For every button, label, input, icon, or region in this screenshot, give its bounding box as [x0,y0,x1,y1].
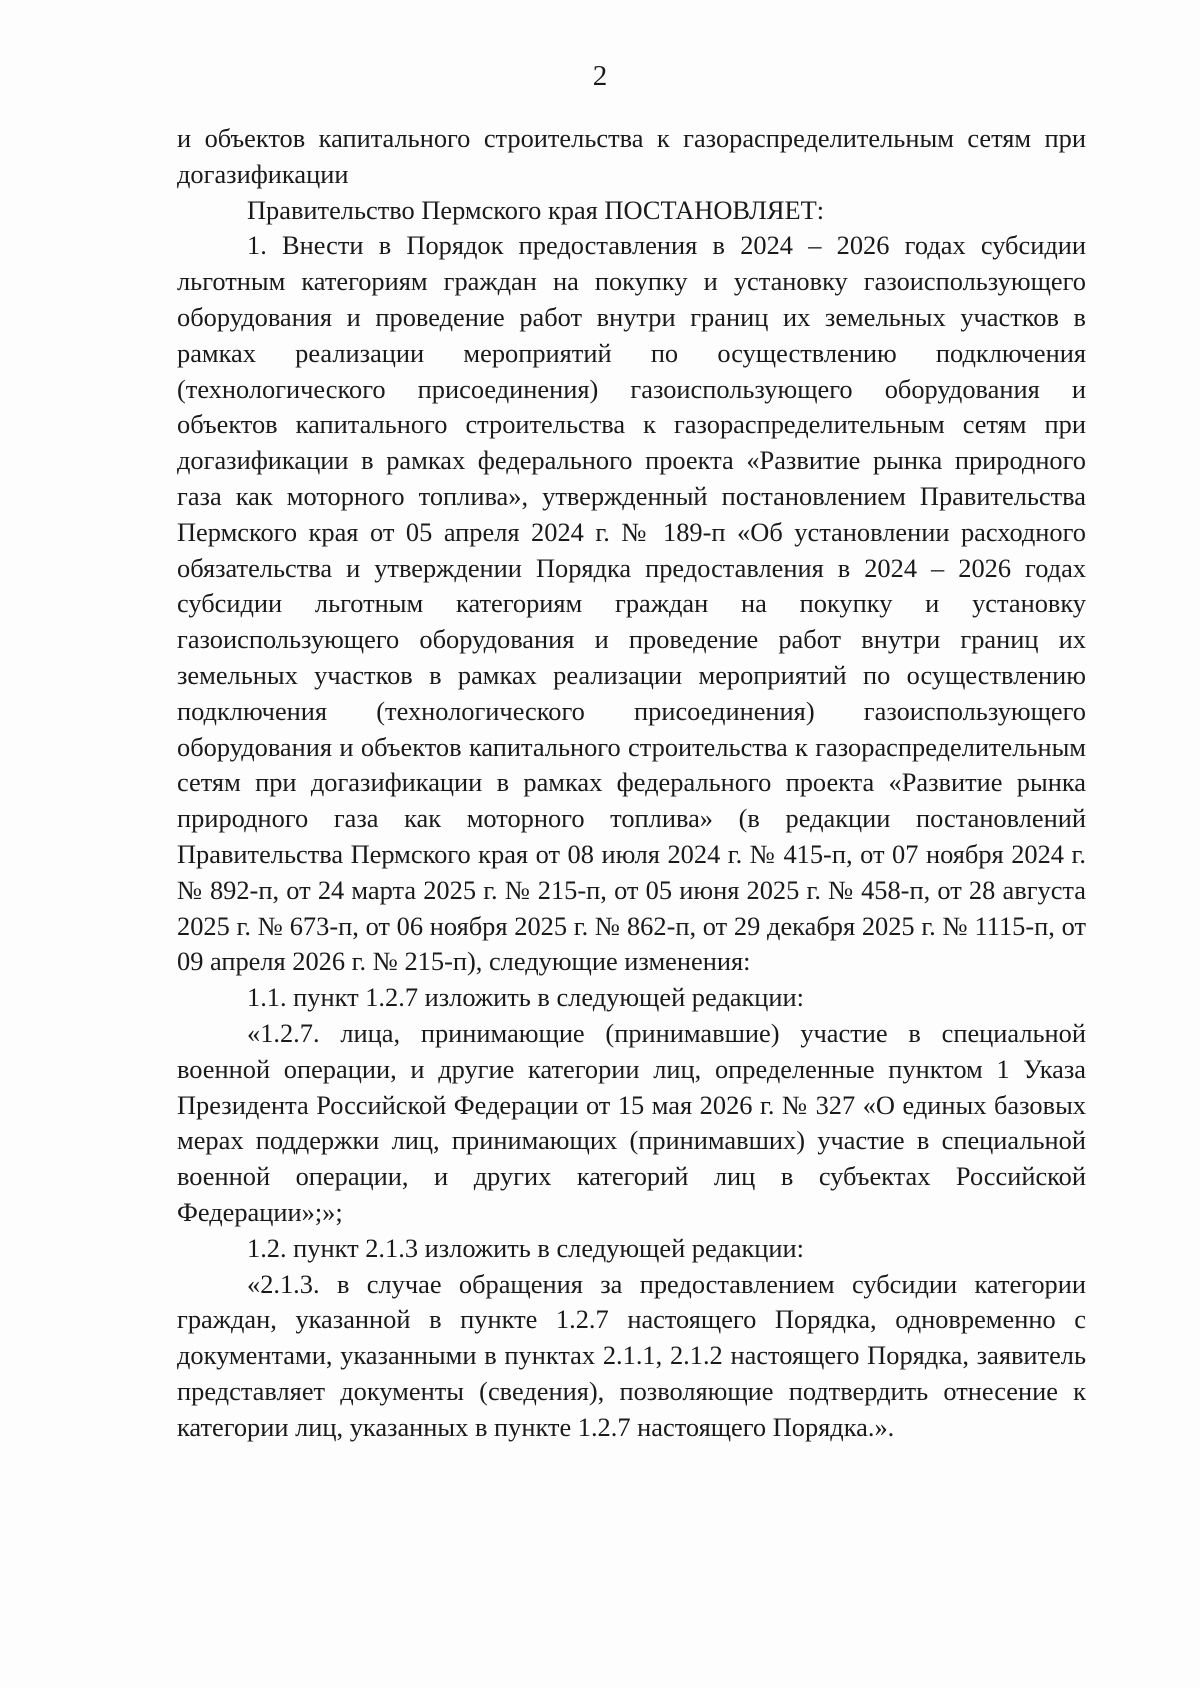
paragraph-item-1-2: 1.2. пункт 2.1.3 изложить в следующей редакции: [247,1232,805,1263]
paragraph-quote-1-2-7: «1.2.7. лица, принимающие (принимавшие) участие в специальной военной операции, и другие категории лиц, определенные пунктом 1 Указа Президента Российской Федерации от 15 мая 2026 г. № 327 «О единых базовых мерах поддержки лиц, принимающих (принимавших) участие в специальной военной операции, и других категорий лиц в субъектах Российской Федерации»;»; [177,1017,1086,1227]
document-body [177,121,1086,1445]
paragraph-item-1: 1. Внести в Порядок предоставления в 2024 – 2026 годах субсидии льготным категориям граждан на покупку и установку газоиспользующего оборудования и проведение работ внутри границ их земельных участков в рамках реализации мероприятий по осуществлению подключения (технологического присоединения) газоиспользующего оборудования и объектов капитального строительства к газораспределительным сетям при догазификации в рамках федерального проекта «Развитие рынка природного газа как моторного топлива», утвержденный постановлением Правительства Пермского края от 05 апреля 2024 г. № 189-п «Об установлении расходного обязательства и утверждении Порядка предоставления в 2024 – 2026 годах субсидии льготным категориям граждан на покупку и установку газоиспользующего оборудования и проведение работ внутри границ их земельных участков в рамках реализации мероприятий по осуществлению подключения (технологического присоединения) газоиспользующего оборудования и объектов капитального строительства к газораспределительным сетям при догазификации в рамках федерального проекта «Развитие рынка природного газа как моторного топлива» (в редакции постановлений Правительства Пермского края от 08 июля 2024 г. № 415-п, от 07 ноября 2024 г. № 892-п, от 24 марта 2025 г. № 215-п, от 05 июня 2025 г. № 458-п, от 28 августа 2025 г. № 673-п, от 06 ноября 2025 г. № 862-п, от 29 декабря 2025 г. № 1115-п, от 09 апреля 2026 г. № 215-п), следующие изменения: [177,230,1086,977]
paragraph-quote-2-1-3: «2.1.3. в случае обращения за предоставлением субсидии категории граждан, указанной в пункте 1.2.7 настоящего Порядка, одновременно с документами, указанными в пунктах 2.1.1, 2.1.2 настоящего Порядка, заявитель представляет документы (сведения), позволяющие подтвердить отнесение к категории лиц, указанных в пункте 1.2.7 настоящего Порядка.». [177,1268,1086,1442]
paragraph-resolution-heading: Правительство Пермского края ПОСТАНОВЛЯЕТ: [247,194,825,225]
page-number: 2 [592,60,608,92]
paragraph-continuation: и объектов капитального строительства к газораспределительным сетям при догазификации [177,123,1086,189]
paragraph-item-1-1: 1.1. пункт 1.2.7 изложить в следующей редакции: [247,982,805,1013]
